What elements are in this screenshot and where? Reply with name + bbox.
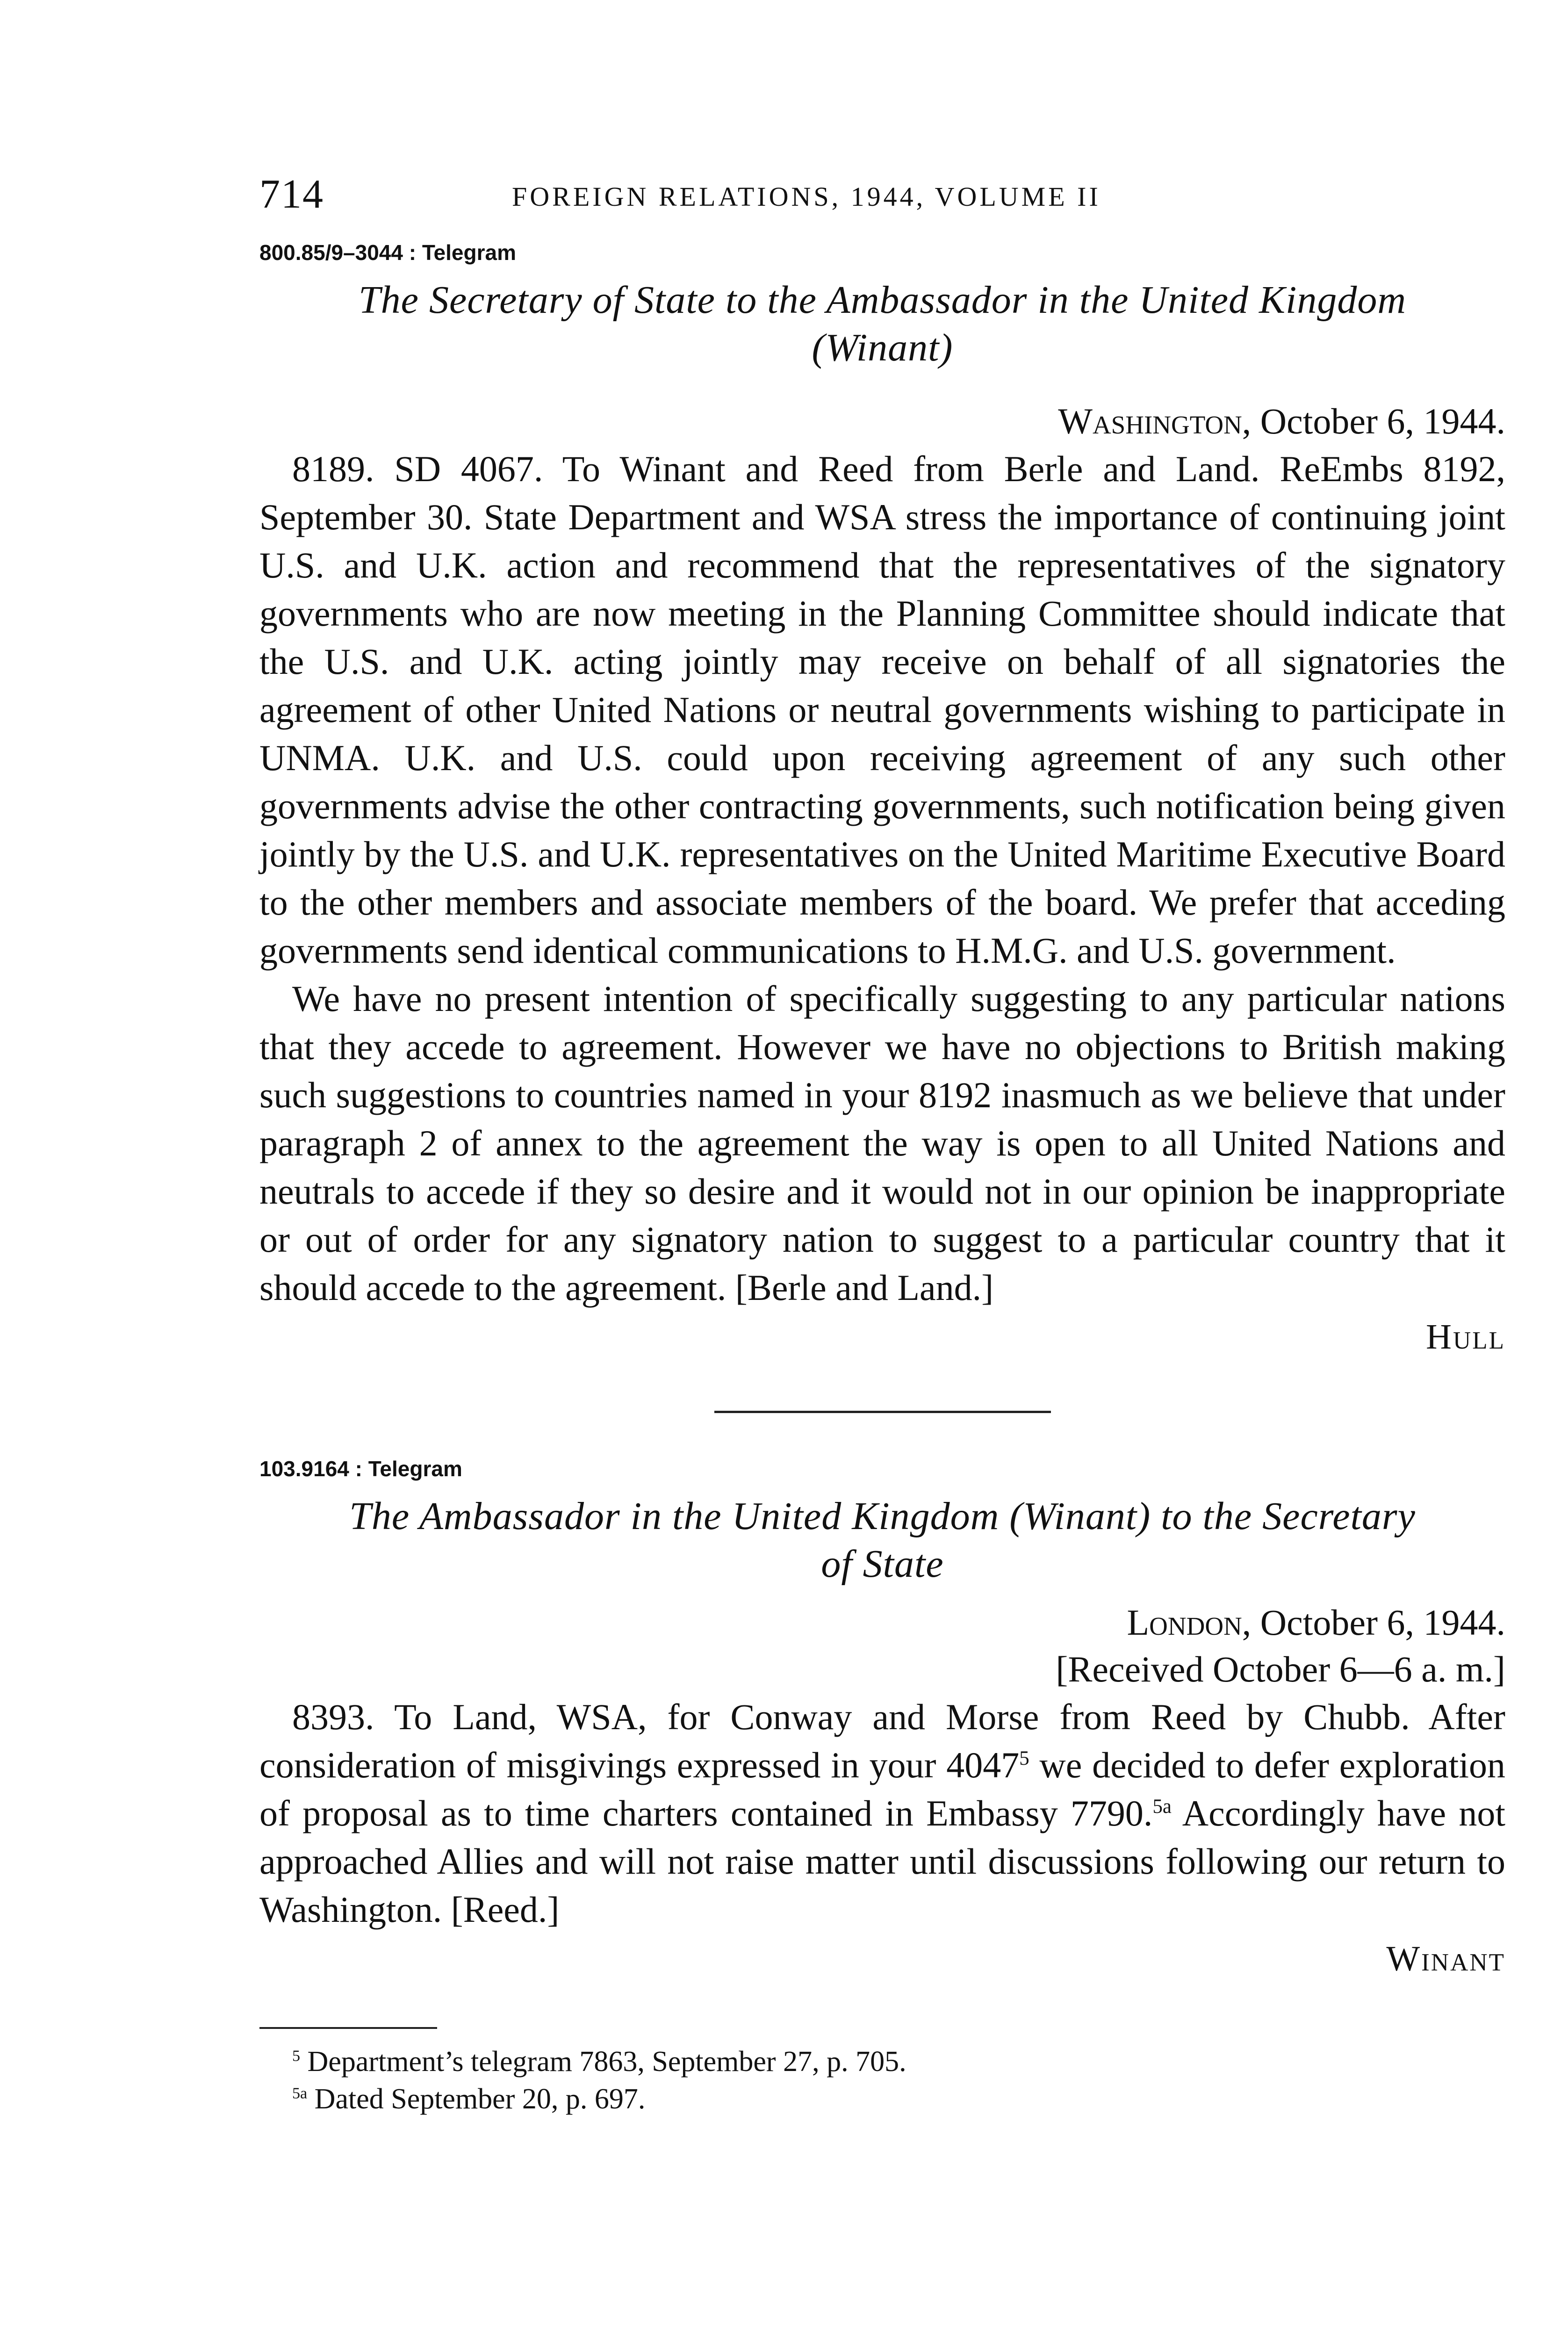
dateline-place: Washington [1058,401,1242,441]
body-paragraph: 8189. SD 4067. To Winant and Reed from Berle and Land. ReEmbs 8192, September 30. State Department and WSA stress the importance of continuing joint U.S. and U.K. action and recommend that the representatives of the signatory governments who are now meeting in the Planning Committee should indicate that the U.S. and U.K. acting jointly may receive on behalf of all signatories the agreement of other United Nations or neutral governments wishing to participate in UNMA. U.K. and U.S. could upon receiving agreement of any such other governments advise the other contracting governments, such notification being given jointly by the U.S. and U.K. representatives on the United Maritime Executive Board to the other members and associate members of the board. We prefer that acceding governments send identical communications to H.M.G. and U.S. government. [259,448,1505,971]
page-number: 714 [259,172,324,217]
running-header [259,171,1505,227]
footnote-reference: 5a [1152,1796,1172,1818]
footnote [292,2043,1505,2080]
document-page [259,171,1505,2118]
footnote-divider [259,2027,437,2029]
section-divider [714,1411,1051,1413]
paragraph-text: 8393. To Land, WSA, for Conway and Morse from Reed by Chubb. After consideration of misgivings expressed in your 4047 [259,1696,1505,1785]
paragraph-text: we decided to defer exploration of proposal as to time charters contained in Embassy 7790. [259,1745,1505,1833]
body-paragraph [259,1693,1505,1934]
footnote-text: Dated September 20, p. 697. [307,2083,646,2115]
dateline [259,398,1505,445]
received-line: [Received October 6—6 a. m.] [1056,1649,1505,1689]
dateline-place: London [1127,1602,1242,1643]
running-title: FOREIGN RELATIONS, 1944, VOLUME II [512,181,1101,212]
file-reference: 800.85/9–3044 : Telegram [259,240,516,265]
dateline-date: , October 6, 1944. [1242,401,1505,441]
document-title-line: The Secretary of State to the Ambassador in the United Kingdom [358,278,1407,322]
signature: Hull [1426,1317,1505,1357]
telegram-section-1 [259,240,1505,1360]
footnote-reference: 5 [1019,1747,1029,1769]
document-title-line: (Winant) [812,326,953,369]
document-title-line: The Ambassador in the United Kingdom (Winant) to the Secretary [349,1494,1416,1538]
paragraph-text: Accordingly have not approached Allies and will not raise matter until discussions following our return to Washington. [Reed.] [259,1793,1505,1930]
dateline-date: , October 6, 1944. [1242,1602,1505,1643]
footnote-text: Department’s telegram 7863, September 27, p. 705. [300,2046,906,2078]
file-reference: 103.9164 : Telegram [259,1457,462,1481]
document-title [259,1493,1505,1588]
dateline [259,1599,1505,1646]
footnote-marker: 5a [292,2085,308,2102]
document-title [259,276,1505,372]
document-title-line: of State [821,1542,944,1586]
signature: Winant [1386,1939,1505,1978]
telegram-section-2 [259,1456,1505,1982]
footnotes [292,2043,1505,2118]
footnote [292,2080,1505,2118]
footnote-marker: 5 [292,2047,301,2065]
body-paragraph: We have no present intention of specifically suggesting to any particular nations that they accede to agreement. However we have no objections to British making such suggestions to countries named in your 8192 inasmuch as we believe that under paragraph 2 of annex to the agreement the way is open to all United Nations and neutrals to accede if they so desire and it would not in our opinion be inappropriate or out of order for any signatory nation to suggest to a particular country that it should accede to the agreement. [Berle and Land.] [259,978,1505,1308]
